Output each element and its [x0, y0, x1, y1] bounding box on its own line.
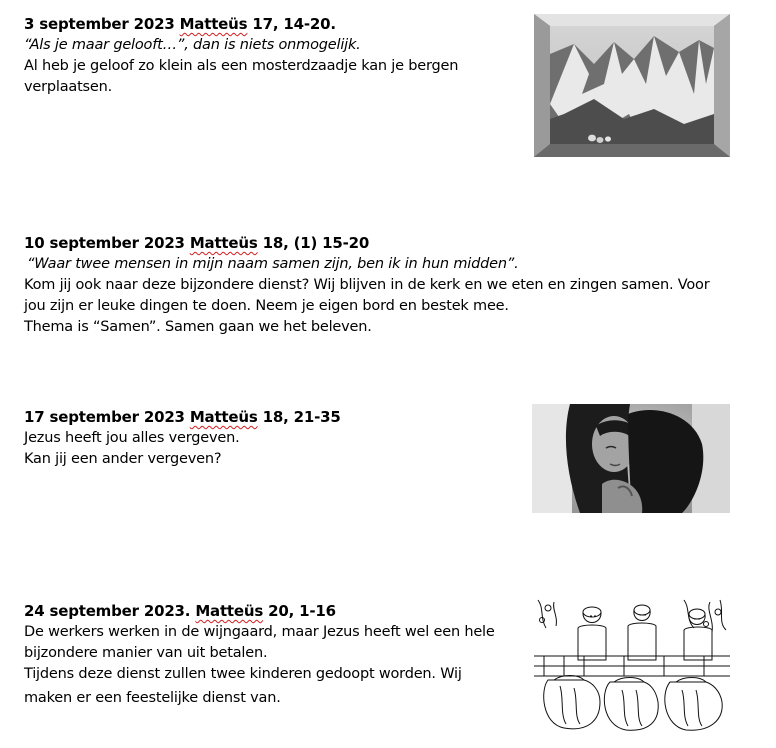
entry-sept-17 [24, 407, 341, 470]
entry-text-line: Kan jij een ander vergeven? [24, 451, 222, 467]
hug-photo [532, 404, 730, 513]
entry-quote: “Als je maar gelooft…”, dan is niets onmogelijk. [24, 37, 361, 53]
entry-text-line: Thema is “Samen”. Samen gaan we het beleven. [24, 319, 372, 335]
entry-sept-3 [24, 14, 458, 98]
entry-quote: “Waar twee mensen in mijn naam samen zijn, ben ik in hun midden”. [27, 256, 519, 272]
entry-heading: 3 september 2023 Matteüs 17, 14-20. [24, 15, 336, 33]
workers-coloring-illustration [534, 598, 730, 734]
bible-book: Matteüs [189, 234, 258, 252]
entry-sept-24 [24, 601, 495, 709]
mountain-photo [534, 14, 730, 157]
entry-text-line: maken er een feestelijke dienst van. [24, 690, 281, 706]
entry-text-line: Al heb je geloof zo klein als een mosterdzaadje kan je bergen [24, 58, 459, 74]
entry-sept-10 [24, 233, 709, 338]
entry-heading: 17 september 2023 Matteüs 18, 21-35 [24, 408, 341, 426]
bible-book: Matteüs [189, 408, 258, 426]
entry-text-line: De werkers werken in de wijngaard, maar Jezus heeft wel een hele [24, 624, 495, 640]
entry-heading: 10 september 2023 Matteüs 18, (1) 15-20 [24, 234, 370, 252]
entry-text-line: verplaatsen. [24, 79, 113, 95]
entry-text-line: Tijdens deze dienst zullen twee kinderen gedoopt worden. Wij [24, 666, 462, 682]
entry-text-line: jou zijn er leuke dingen te doen. Neem je eigen bord en bestek mee. [24, 298, 509, 314]
bible-book: Matteüs [195, 602, 264, 620]
entry-text-line: bijzondere manier van uit betalen. [24, 645, 268, 661]
entry-text-line: Kom jij ook naar deze bijzondere dienst? Wij blijven in de kerk en we eten en zingen samen. Voor [24, 277, 710, 293]
entry-text-line: Jezus heeft jou alles vergeven. [24, 430, 240, 446]
bible-book: Matteüs [179, 15, 248, 33]
entry-heading: 24 september 2023. Matteüs 20, 1-16 [24, 602, 336, 620]
